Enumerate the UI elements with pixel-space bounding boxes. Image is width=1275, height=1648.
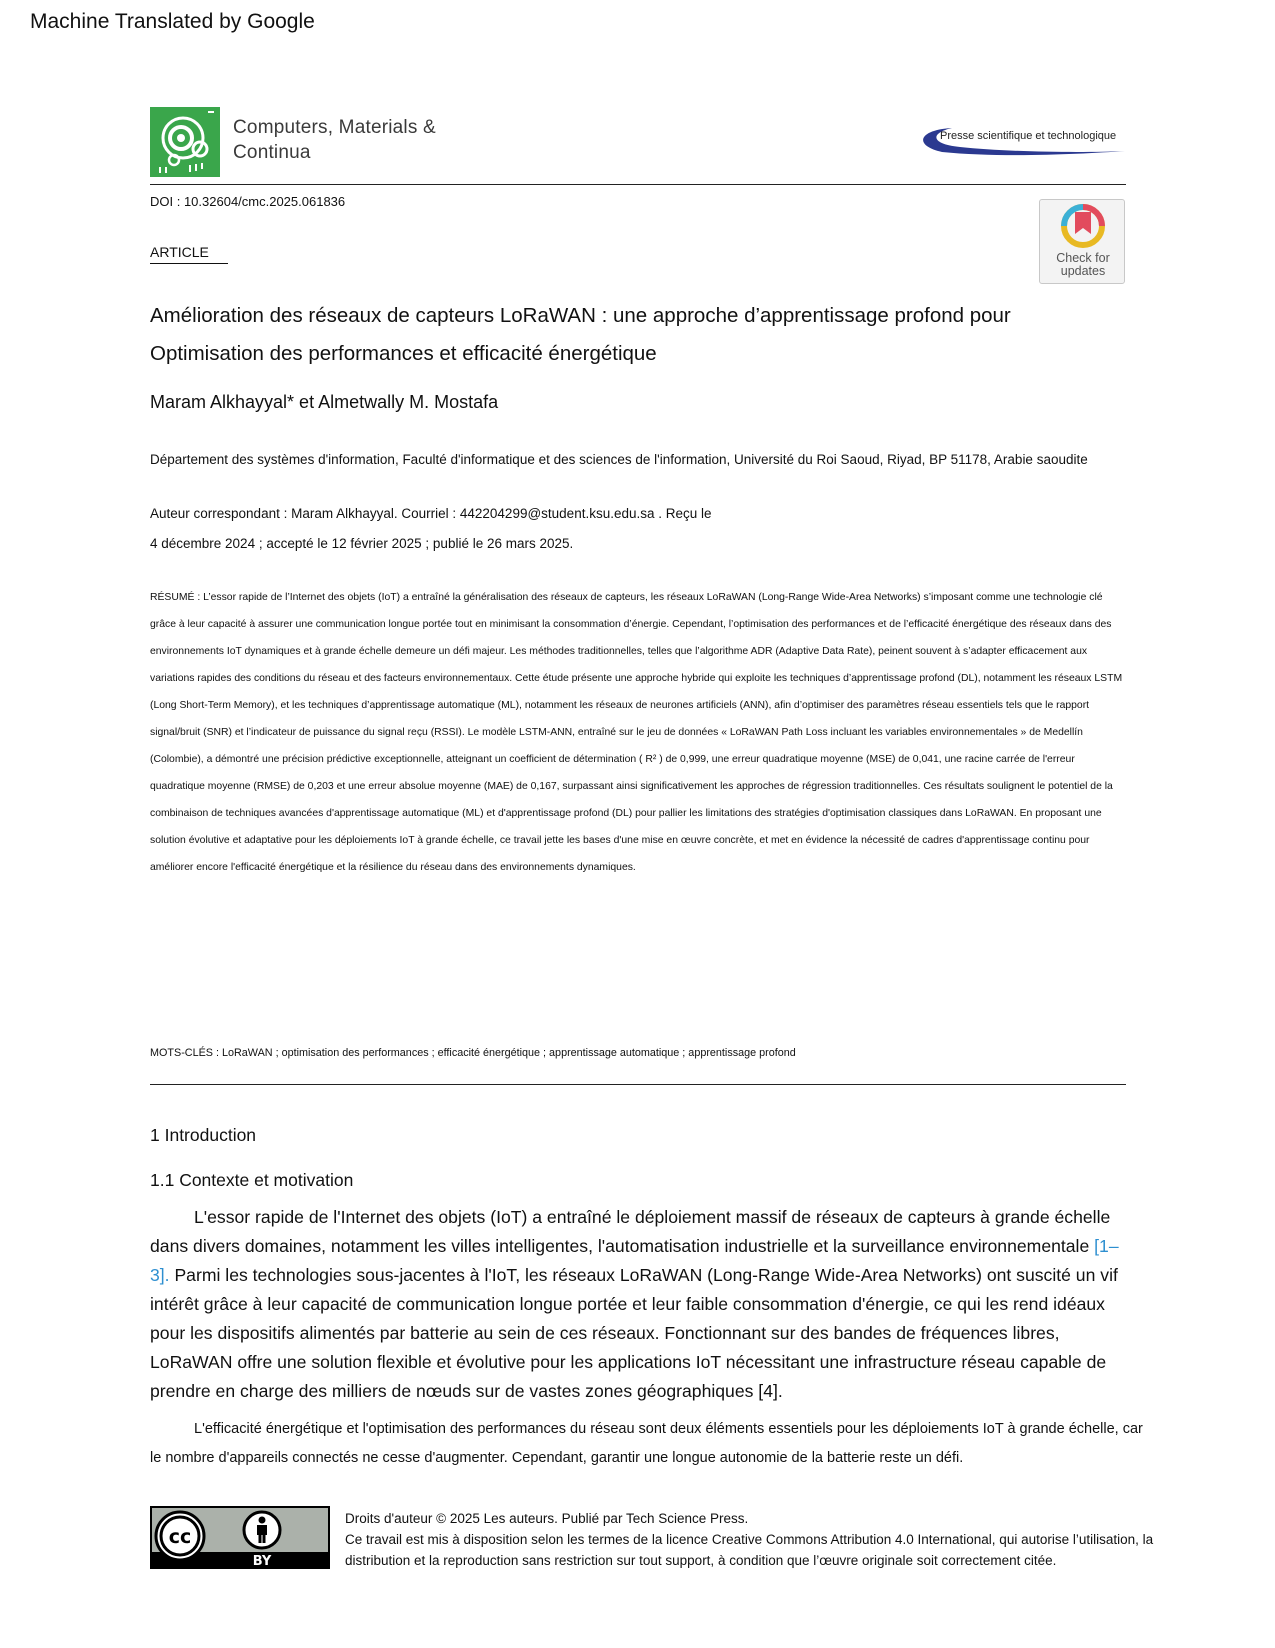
license-text: Ce travail est mis à disposition selon les termes de la licence Creative Commons Attribution 4.0 International, qui autorise l’utilisation, la distribution et la reproduction sans restriction sur tout support, à condition que l’œuvre originale soit correctement citée. xyxy=(345,1532,1154,1568)
affiliation: Département des systèmes d'information, Faculté d'informatique et des sciences de l'information, Université du Roi Saoud, Riyad, BP 51178, Arabie saoudite xyxy=(150,452,1088,467)
cc-by-license-icon[interactable] xyxy=(150,1506,330,1569)
license-notice xyxy=(345,1508,1165,1571)
svg-text:cc: cc xyxy=(168,1526,192,1548)
article-type: ARTICLE xyxy=(150,244,228,264)
journal-logo-icon xyxy=(150,107,220,177)
title-line-2: Optimisation des performances et efficacité énergétique xyxy=(150,342,657,365)
citation-link[interactable]: [1–3]. xyxy=(150,1236,1119,1285)
keywords: MOTS-CLÉS : LoRaWAN ; optimisation des performances ; efficacité énergétique ; apprentissage automatique ; apprentissage profond xyxy=(150,1047,796,1059)
check-for-updates-badge[interactable] xyxy=(1039,199,1125,284)
abstract: RÉSUMÉ : L’essor rapide de l’Internet des objets (IoT) a entraîné la généralisation des réseaux de capteurs, les réseaux LoRaWAN (Long-Range Wide-Area Networks) s’imposant comme une technologie clé grâce à leur capacité à assurer une communication longue portée tout en minimisant la consommation d’énergie. Cependant, l’optimisation des performances et de l’efficacité énergétique des réseaux dans des environnements IoT dynamiques et à grande échelle demeure un défi majeur. Les méthodes traditionnelles, telles que l’algorithme ADR (Adaptive Data Rate), peinent souvent à s’adapter efficacement aux variations rapides des conditions du réseau et des facteurs environnementaux. Cette étude présente une approche hybride qui exploite les techniques d’apprentissage profond (DL), notamment les réseaux LSTM (Long Short-Term Memory), et les techniques d’apprentissage automatique (ML), notamment les réseaux de neurones artificiels (ANN), afin d’optimiser des paramètres réseau essentiels tels que le rapport signal/bruit (SNR) et l’indicateur de puissance du signal reçu (RSSI). Le modèle LSTM-ANN, entraîné sur le jeu de données « LoRaWAN Path Loss incluant les variables environnementales » de Medellín (Colombie), a démontré une précision prédictive exceptionnelle, atteignant un coefficient de détermination ( R² ) de 0,999, une erreur quadratique moyenne (MSE) de 0,041, une racine carrée de l'erreur quadratique moyenne (RMSE) de 0,203 et une erreur absolue moyenne (MAE) de 0,167, surpassant ainsi significativement les approches de régression traditionnelles. Ces résultats soulignent le potentiel de la combinaison de techniques avancées d'apprentissage automatique (ML) et d'apprentissage profond (DL) pour pallier les limitations des stratégies d'optimisation classiques dans LoRaWAN. En proposant une solution évolutive et adaptative pour les déploiements IoT à grande échelle, ce travail jette les bases d'une mise en œuvre concrète, et met en évidence la nécessité de cadres d'apprentissage continu pour améliorer encore l'efficacité énergétique et la résilience du réseau dans des environnements dynamiques. xyxy=(150,592,1123,873)
section-heading: 1 Introduction xyxy=(150,1125,257,1145)
check-updates-label: Check for updates xyxy=(1056,251,1110,278)
correspondence: Auteur correspondant : Maram Alkhayyal. Courriel : 442204299@student.ksu.edu.sa . Reçu le xyxy=(150,506,712,521)
authors: Maram Alkhayyal* et Almetwally M. Mostafa xyxy=(150,392,499,412)
article-title xyxy=(150,297,1100,373)
journal-name: Computers, Materials & Continua xyxy=(233,117,436,163)
publisher-name: Presse scientifique et technologique xyxy=(940,130,1117,142)
subsection-heading: 1.1 Contexte et motivation xyxy=(150,1170,354,1190)
doi[interactable]: DOI : 10.32604/cmc.2025.061836 xyxy=(150,194,346,209)
paragraph: L'essor rapide de l'Internet des objets (IoT) a entraîné le déploiement massif de réseaux de capteurs à grande échelle dans divers domaines, notamment les villes intelligentes, l'automatisation industrielle et la surveillance environnementale [1–3]. Parmi les technologies sous-jacentes à l'IoT, les réseaux LoRaWAN (Long-Range Wide-Area Networks) ont suscité un vif intérêt grâce à leur capacité de communication longue portée et leur faible consommation d'énergie, ce qui les rend idéaux pour les dispositifs alimentés par batterie au sein de ces réseaux. Fonctionnant sur des bandes de fréquences libres, LoRaWAN offre une solution flexible et évolutive pour les applications IoT nécessitant une infrastructure réseau capable de prendre en charge des milliers de nœuds sur de vastes zones géographiques [4]. xyxy=(150,1207,1119,1401)
publication-dates: 4 décembre 2024 ; accepté le 12 février 2025 ; publié le 26 mars 2025. xyxy=(150,536,574,551)
keywords-divider xyxy=(150,1084,1126,1085)
paragraph: L'efficacité énergétique et l'optimisation des performances du réseau sont deux éléments essentiels pour les déploiements IoT à grande échelle, car le nombre d'appareils connectés ne cesse d'augmenter. Cependant, garantir une longue autonomie de la batterie reste un défi. xyxy=(150,1421,1143,1466)
bookmark-icon xyxy=(1040,200,1126,252)
cc-by-label: BY xyxy=(252,1554,272,1569)
copyright-line: Droits d'auteur © 2025 Les auteurs. Publié par Tech Science Press. xyxy=(345,1511,749,1526)
title-line-1: Amélioration des réseaux de capteurs LoRaWAN : une approche d’apprentissage profond pour xyxy=(150,304,1011,327)
header-divider xyxy=(150,184,1126,185)
translation-banner: Machine Translated by Google xyxy=(30,10,315,33)
